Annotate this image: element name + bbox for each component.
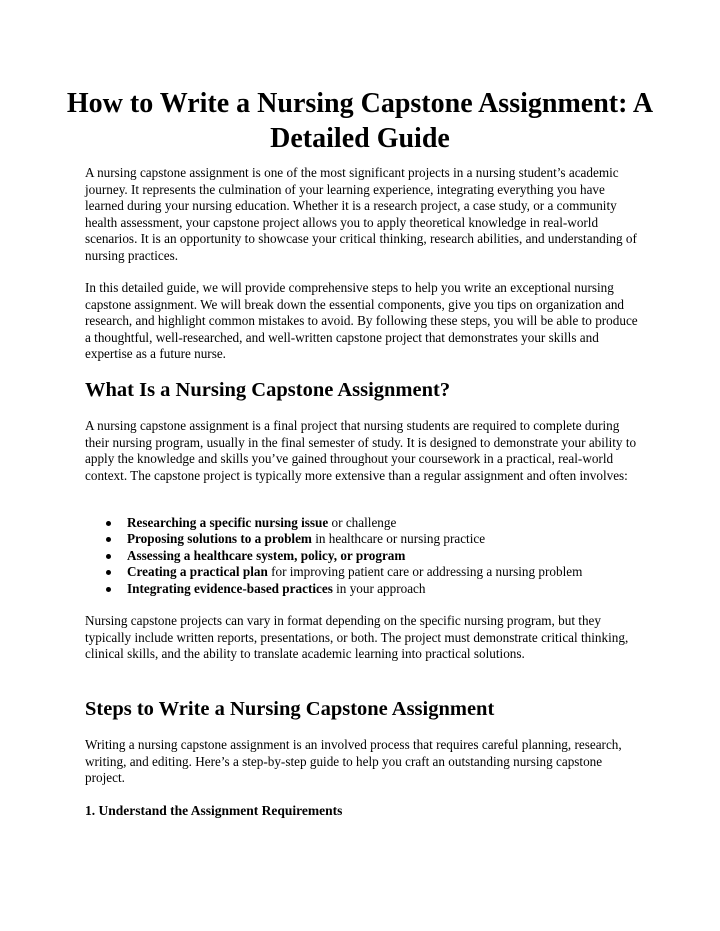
bullet-icon [106, 537, 111, 542]
section2-paragraph-1: Writing a nursing capstone assignment is an involved process that requires careful planning, research, writing, and editing. Here’s a step-by-step guide to help you craft an outstanding nursing capstone project. [85, 737, 622, 785]
bullet-icon [106, 554, 111, 559]
list-item-text: for improving patient care or addressing a nursing problem [267, 564, 583, 580]
step-1-heading: 1. Understand the Assignment Requirements [85, 803, 343, 818]
list-item-bold: Assessing a healthcare system, policy, or program [127, 547, 406, 563]
list-item [85, 564, 645, 580]
section1-paragraph-2: Nursing capstone projects can vary in format depending on the specific nursing program, but they typically include written reports, presentations, or both. The project must demonstrate critical thinking, clinical skills, and the ability to translate academic learning into practical solutions. [85, 613, 629, 661]
bullet-icon [106, 521, 111, 526]
list-item-text: in healthcare or nursing practice [311, 531, 486, 547]
list-item [85, 531, 645, 547]
section-heading-what-is: What Is a Nursing Capstone Assignment? [85, 379, 451, 401]
page-title: How to Write a Nursing Capstone Assignment: A Detailed Guide [66, 88, 654, 154]
section1-paragraph-1: A nursing capstone assignment is a final project that nursing students are required to complete during their nursing program, usually in the final semester of study. It is designed to demonstrate your ability to apply the knowledge and skills you’ve gained throughout your coursework in a practical, real-world context. The capstone project is typically more extensive than a regular assignment and often involves: [85, 418, 637, 483]
section-heading-steps: Steps to Write a Nursing Capstone Assignment [85, 698, 495, 720]
list-item [85, 515, 645, 531]
list-item [85, 581, 645, 597]
intro-paragraph-2: In this detailed guide, we will provide comprehensive steps to help you write an exceptional nursing capstone assignment. We will break down the essential components, give you tips on organization and research, and highlight common mistakes to avoid. By following these steps, you will be able to produce a thoughtful, well-researched, and well-written capstone project that demonstrates your skills and expertise as a future nurse. [85, 280, 638, 361]
list-item-text: or challenge [328, 515, 397, 530]
list-item-bold: Creating a practical plan [127, 564, 268, 580]
capstone-involves-list [85, 515, 645, 597]
list-item-bold: Proposing solutions to a problem [127, 531, 312, 547]
bullet-icon [106, 587, 111, 592]
list-item-bold: Integrating evidence-based practices [127, 580, 333, 596]
list-item-bold: Researching a specific nursing issue [127, 515, 329, 530]
list-item [85, 548, 645, 564]
list-item-text: in your approach [332, 580, 426, 596]
bullet-icon [106, 570, 111, 575]
intro-paragraph-1: A nursing capstone assignment is one of the most significant projects in a nursing student’s academic journey. It represents the culmination of your learning experience, integrating everything you have learned during your nursing education. Whether it is a research project, a case study, or a community health assessment, your capstone project allows you to apply theoretical knowledge in real-world scenarios. It is an opportunity to showcase your critical thinking, research abilities, and understanding of nursing practices. [85, 165, 637, 263]
